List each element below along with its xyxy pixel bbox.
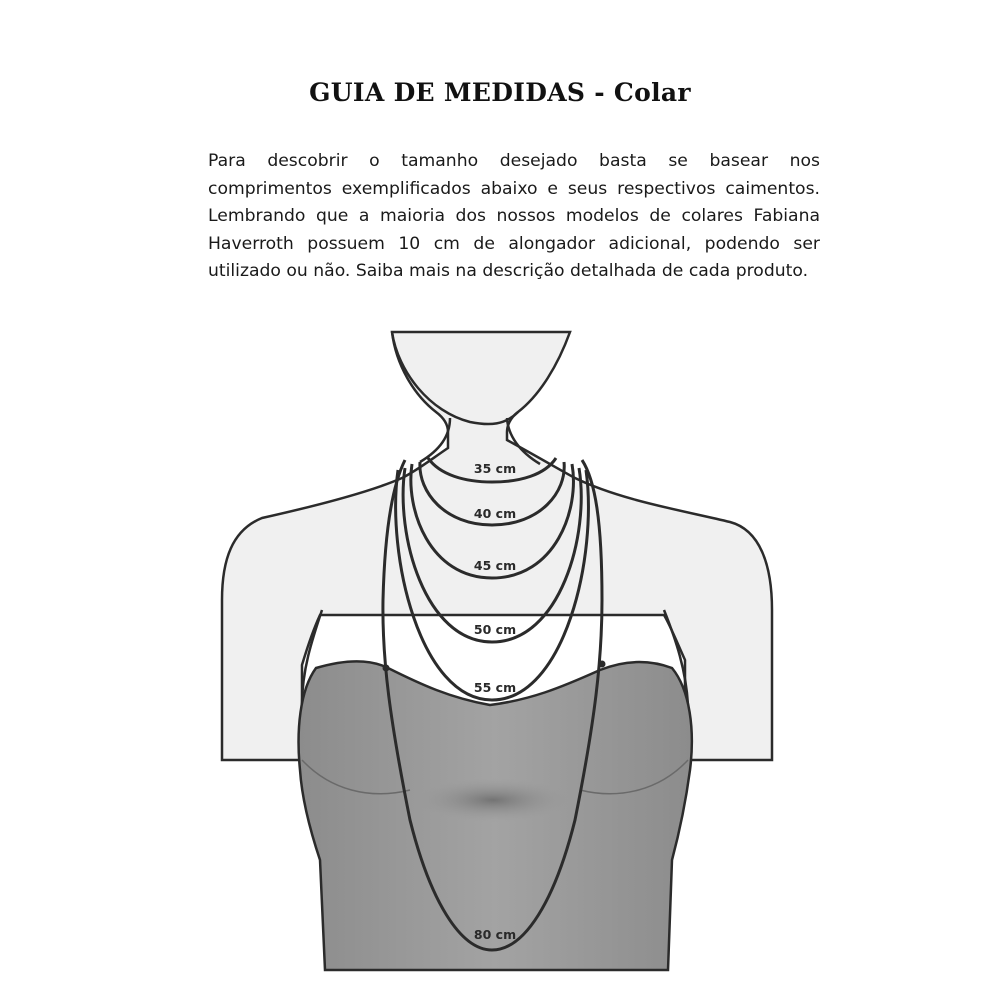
size-label-55: 55 cm (473, 680, 517, 695)
size-label-45: 45 cm (473, 558, 517, 573)
page-title: GUIA DE MEDIDAS - Colar (309, 78, 691, 107)
size-label-35: 35 cm (473, 461, 517, 476)
intro-paragraph: Para descobrir o tamanho desejado basta se basear nos comprimentos exemplificados abaixo e seus respectivos caimentos. Lembrando que a maioria dos nossos modelos de colares Fabiana Haverroth possuem 10 cm de alongador adicional, podendo ser utilizado ou não. Saiba mais na descrição detalhada de cada produto. (208, 151, 820, 282)
size-label-40: 40 cm (473, 506, 517, 521)
chest-shadow (413, 778, 573, 822)
size-label-50: 50 cm (473, 622, 517, 637)
size-label-80: 80 cm (473, 927, 517, 942)
strap-dot-left (383, 665, 390, 672)
strap-dot-right (599, 661, 606, 668)
